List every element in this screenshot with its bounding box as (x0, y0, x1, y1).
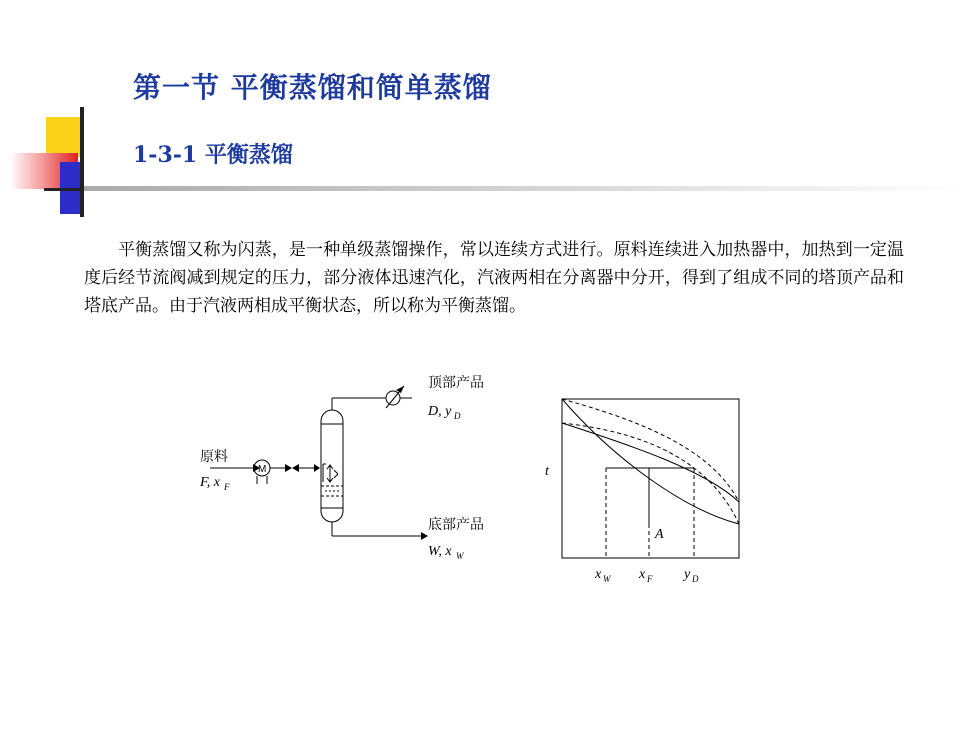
top-product-subscript: D (454, 411, 461, 421)
point-a-label: A (655, 527, 664, 542)
heater-symbol-letter: M (258, 464, 267, 475)
top-product-label: 顶部产品 (428, 375, 484, 391)
phase-diagram (535, 390, 755, 590)
title-underline-rule (84, 186, 964, 191)
bottom-product-label: 底部产品 (428, 517, 484, 533)
flash-process-diagram (190, 368, 520, 568)
section-subtitle: 1-3-1 平衡蒸馏 (133, 142, 293, 168)
xf-label: x (639, 567, 646, 582)
top-product-symbol: D, y (428, 404, 452, 419)
bottom-product-subscript: W (456, 551, 464, 561)
temperature-axis-label: t (545, 464, 549, 479)
feed-symbol: F, x (200, 475, 220, 490)
feed-label: 原料 (200, 449, 228, 465)
decor-yellow-square (46, 117, 80, 157)
xw-subscript: W (603, 574, 611, 584)
feed-subscript: F (224, 482, 230, 492)
yd-label: y (684, 567, 691, 582)
decor-vertical-line (80, 107, 84, 217)
yd-subscript: D (692, 574, 699, 584)
bottom-product-symbol: W, x (428, 544, 452, 559)
xw-label: x (595, 567, 602, 582)
xf-subscript: F (647, 574, 653, 584)
page-title: 第一节 平衡蒸馏和简单蒸馏 (133, 71, 492, 104)
body-paragraph: 平衡蒸馏又称为闪蒸，是一种单级蒸馏操作，常以连续方式进行。原料连续进入加热器中，加热到一定温度后经节流阀减到规定的压力，部分液体迅速汽化，汽液两相在分离器中分开，得到了组成不同的塔顶产品和塔底产品。由于汽液两相成平衡状态，所以称为平衡蒸馏。 (84, 240, 904, 316)
